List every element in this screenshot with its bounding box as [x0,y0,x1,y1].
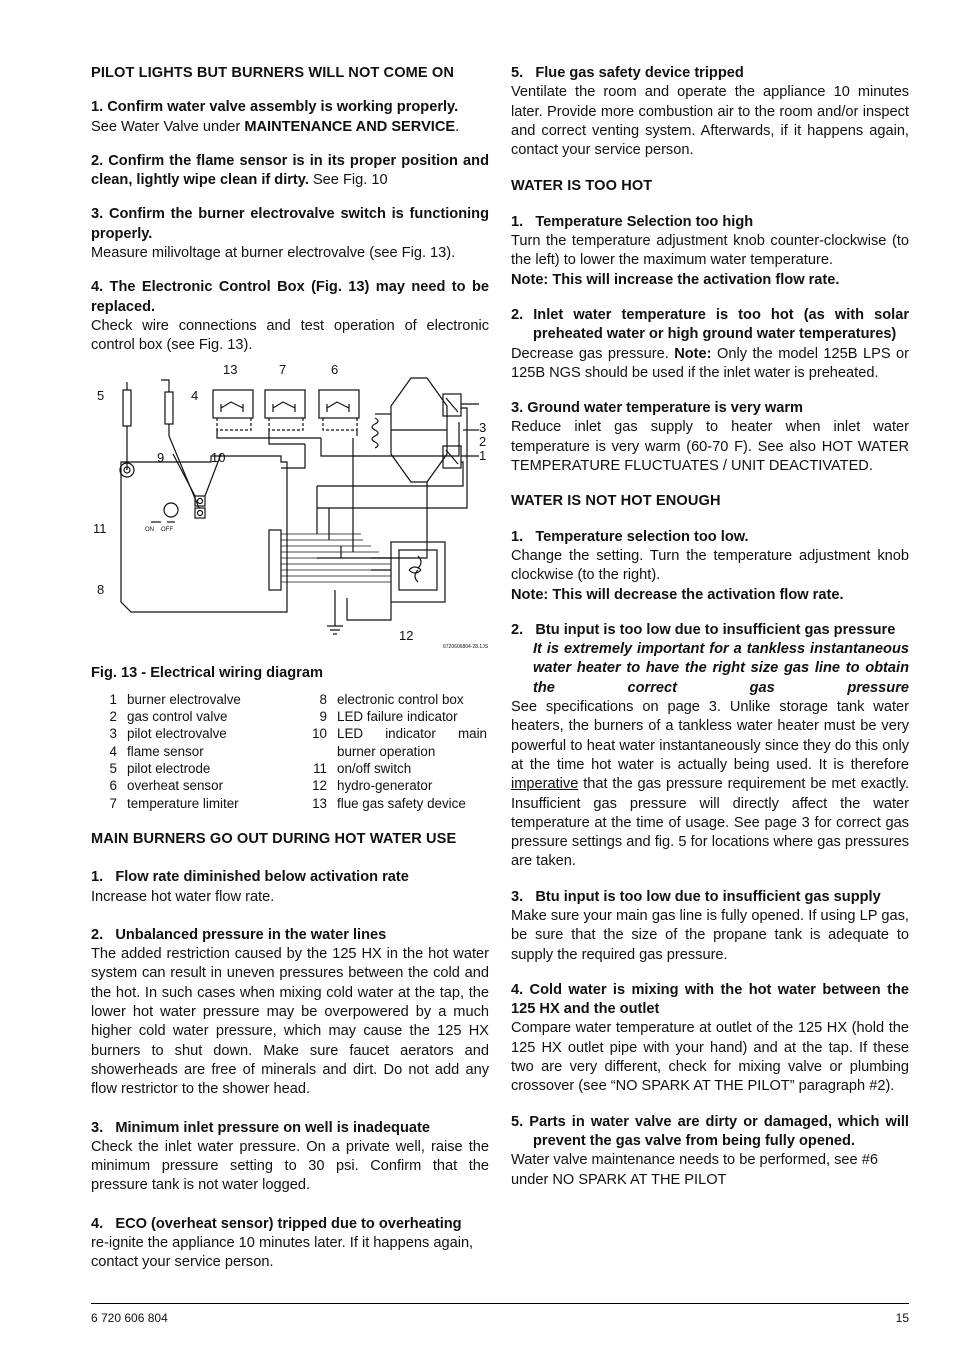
item-heading: 3. Minimum inlet pressure on well is inadequate [91,1119,430,1136]
legend-text: pilot electrovalve [127,726,227,742]
on-off-switch [164,503,178,517]
legend-text: overheat sensor [127,778,224,794]
right-column [511,64,909,1190]
list-item [91,205,489,263]
item-heading: 2. Inlet water temperature is too hot (as with solar preheated water or high ground water temperatures) [511,306,909,343]
legend-number: 4 [109,743,117,759]
label-4: 4 [191,387,199,403]
legend-number: 5 [109,761,117,777]
figure-caption: Fig. 13 - Electrical wiring diagram [91,664,323,681]
item-text: Compare water temperature at outlet of the 125 HX (hold the 125 HX outlet pipe with your hand) and at the tap. If these two are very different, check for mixing valve or plumbing crossover (see “NO SPARK AT THE PILOT” paragraph #2). [511,1020,909,1095]
list-item [511,981,909,1097]
item-heading: 3. Ground water temperature is very warm [511,400,803,417]
list-item [91,1215,489,1273]
label-11: 11 [93,520,107,536]
item-heading: 2. Btu input is too low due to insufficient gas pressure [511,621,896,638]
item-text: Increase hot water flow rate. [91,888,275,905]
item-text: Measure milivoltage at burner electrovalve (see Fig. 13). [91,245,456,262]
section-title: WATER IS TOO HOT [511,178,653,195]
legend-number: 1 [109,691,117,707]
legend-text: gas control valve [127,709,228,725]
item-text: re-ignite the appliance 10 minutes later. If it happens again, contact your service person. [91,1234,474,1271]
list-item [511,528,909,605]
label-3: 3 [479,419,487,435]
legend-number: 13 [312,795,327,811]
label-9: 9 [157,449,165,465]
footer-divider [91,1303,909,1304]
document-number: 6 720 606 804 [91,1311,168,1325]
item-text: See Water Valve under MAINTENANCE AND SERVICE. [91,118,460,135]
item-text: Check wire connections and test operation of electronic control box (see Fig. 13). [91,317,489,354]
flame-sensor [165,392,173,424]
label-1: 1 [479,447,487,463]
item-heading: 5. Flue gas safety device tripped [511,65,744,81]
legend-text: LED indicator main burner operation [337,726,487,759]
list-item [511,213,909,290]
connector-strip [269,530,281,590]
flame-sensor-tip [161,380,169,392]
item-text: Make sure your main gas line is fully opened. If using LP gas, be sure that the size of the propane tank is adequate to supply the required gas pressure. [511,907,909,963]
wiring-diagram [91,358,491,658]
figure-legend [91,691,489,812]
item-heading: 1. Temperature Selection too high [511,213,754,230]
legend-number: 10 [312,726,327,742]
legend-text: hydro-generator [337,778,433,794]
legend-number: 7 [109,795,117,811]
legend-text: burner electrovalve [127,691,241,707]
label-6: 6 [331,361,339,377]
list-item [511,306,909,383]
electronic-control-box [121,456,287,612]
section-title: WATER IS NOT HOT ENOUGH [511,493,721,510]
flue-gas-safety-device [213,390,253,418]
item-text: See specifications on page 3. Unlike storage tank water heaters, the burners of a tankless water heater must be very powerful to heat water instantaneously since they do this only at the time hot water is actually being used. It is therefore imperative that the gas pressure requirement be met exactly. Insufficient gas pressure will directly affect the water temperature at the time of usage. See page 3 for correct gas pressure settings and fig. 5 for locations where gas pressures are taken. [511,699,909,870]
legend-text: flue gas safety device [337,795,466,811]
list-item [511,1113,909,1190]
figure-code: 6720606804-28.1JS [443,643,489,650]
wiring-diagram-svg [91,358,491,658]
note-text: Note: This will increase the activation flow rate. [511,271,840,288]
label-13: 13 [223,361,238,377]
page-number: 15 [895,1311,909,1325]
label-5: 5 [97,387,105,403]
legend-number: 6 [109,778,117,794]
note-text: Note: This will decrease the activation flow rate. [511,586,844,603]
item-heading: 1. Temperature selection too low. [511,528,749,545]
item-heading: 5. Parts in water valve are dirty or damaged, which will prevent the gas valve from being fully opened. [511,1113,909,1149]
label-10: 10 [211,449,226,465]
item-text: Ventilate the room and operate the appliance 10 minutes later. Provide more combustion air to the room and/or inspect and correct venting system. Afterwards, if it happens again, contact your service person. [511,84,909,159]
label-on: ON [145,526,154,533]
label-2: 2 [479,433,487,449]
list-item [91,868,489,907]
legend-text: temperature limiter [127,795,239,811]
list-item [91,152,489,191]
legend-number: 12 [312,778,327,794]
list-item [91,98,489,137]
overheat-sensor [319,390,359,418]
emphasis-text: It is extremely important for a tankless instantaneous water heater to have the right size gas line to obtain the correct gas pressure [533,641,909,696]
item-heading: 4. ECO (overheat sensor) tripped due to overheating [91,1215,462,1232]
left-column [91,64,489,1273]
label-7: 7 [279,361,287,377]
legend-number: 9 [319,709,327,725]
legend-number: 8 [319,691,327,707]
label-off: OFF [161,526,173,533]
item-heading: 3. Btu input is too low due to insufficient gas supply [511,888,881,905]
list-item [91,1119,489,1196]
item-text: Reduce inlet gas supply to heater when inlet water temperature is very warm (60-70 F). See also HOT WATER TEMPERATURE FLUCTUATES / UNIT DEACTIVATED. [511,419,909,475]
label-12: 12 [399,627,414,643]
item-heading: 4. Cold water is mixing with the hot water between the 125 HX and the outlet [511,981,909,1018]
item-heading: 4. The Electronic Control Box (Fig. 13) may need to be replaced. [91,279,489,315]
item-text: Water valve maintenance needs to be performed, see #6 under NO SPARK AT THE PILOT [511,1152,878,1188]
led-main-burner-indicator [195,508,205,518]
item-heading: 2. Unbalanced pressure in the water lines [91,926,387,943]
legend-text: pilot electrode [127,761,211,777]
list-item [91,278,489,355]
legend-text: electronic control box [337,691,464,707]
legend-number: 2 [109,709,117,725]
item-heading: 1. Flow rate diminished below activation rate [91,869,409,886]
pilot-electrode [123,390,131,426]
item-text: 2. Confirm the flame sensor is in its proper position and clean, lightly wipe clean if dirty. See Fig. 10 [91,152,489,189]
list-item [511,621,909,872]
item-text: Change the setting. Turn the temperature adjustment knob clockwise (to the right). [511,547,909,584]
item-text: Decrease gas pressure. Note: Only the model 125B LPS or 125B NGS should be used if the inlet water is preheated. [511,345,909,381]
legend-text: on/off switch [337,761,412,777]
list-item [511,888,909,965]
list-item [91,926,489,1100]
item-heading: 1. Confirm water valve assembly is working properly. [91,99,459,116]
item-text: The added restriction caused by the 125 HX in the hot water system can result in uneven pressures between the cold and the hot. In such cases when mixing cold water at the tap, the lower hot water pressure may be overpowered by a much higher cold water pressure, which may cause the 125 HX burners to shut down. Make sure faucet aerators and showerheads are free of minerals and dirt. Do not add any flow restrictor to the shower head. [91,946,489,1098]
temperature-limiter [265,390,305,418]
section-title: MAIN BURNERS GO OUT DURING HOT WATER USE [91,830,457,847]
legend-text: flame sensor [127,743,204,759]
legend-text: LED failure indicator [337,709,458,725]
item-heading: 3. Confirm the burner electrovalve switch is functioning properly. [91,206,489,242]
label-8: 8 [97,581,105,597]
item-text: Turn the temperature adjustment knob counter-clockwise (to the left) to lower the maximum water temperature. [511,233,909,269]
item-text: Check the inlet water pressure. On a private well, raise the minimum pressure setting to 30 psi. Confirm that the pressure tank is not water logged. [91,1138,489,1194]
list-item [511,64,909,160]
legend-number: 11 [313,761,327,777]
section-title: PILOT LIGHTS BUT BURNERS WILL NOT COME ON [91,65,454,81]
list-item [511,399,909,476]
legend-number: 3 [109,726,117,742]
